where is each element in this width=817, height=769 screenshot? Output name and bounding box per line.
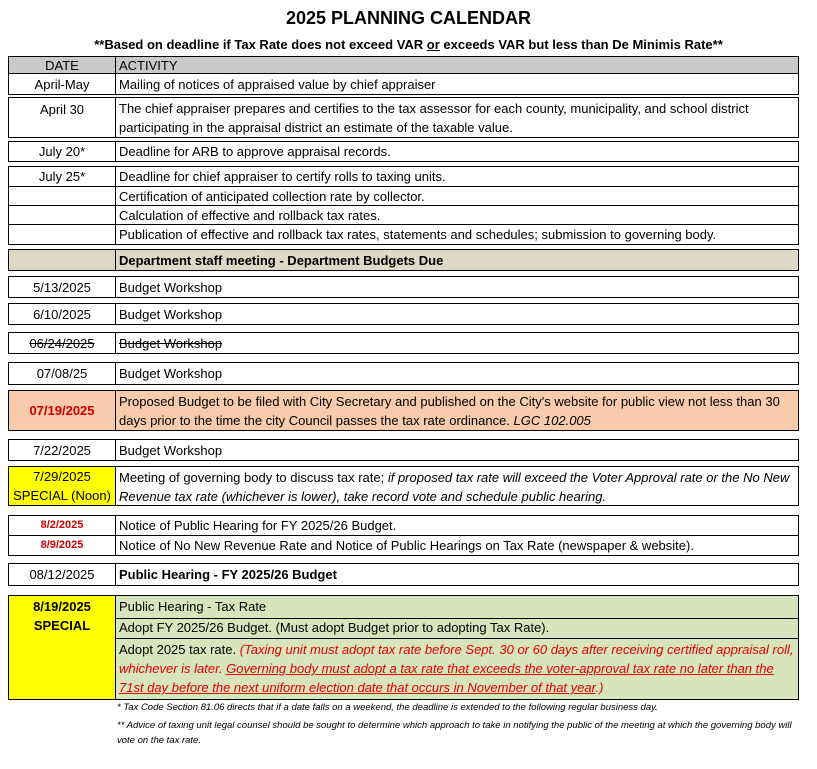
row-date	[9, 467, 116, 505]
row-activity: Deadline for ARB to approve appraisal records.	[119, 144, 391, 159]
special-italic: if proposed tax rate will exceed the Voter Approval rate or the No New Revenue tax rate (whichever is lower), take record vote and schedule public hearing.	[119, 470, 790, 504]
row-date: 07/08/25	[9, 363, 116, 384]
table-row	[8, 166, 799, 186]
table-row	[8, 466, 799, 506]
row-activity: Budget Workshop	[119, 279, 223, 295]
subtitle-part1: **Based on deadline if Tax Rate does not exceed VAR	[94, 37, 427, 52]
proposed-text: Proposed Budget to be filed with City Secretary and published on the City's website for public view not less than 30 days prior to the time the city Council passes the tax rate ordinance.	[119, 394, 780, 428]
header-date: DATE	[9, 57, 116, 73]
row-activity: Budget Workshop	[119, 442, 223, 458]
row-date: July 20*	[9, 142, 116, 161]
table-row	[8, 205, 799, 224]
final-item-3-note: (Taxing unit must adopt tax rate before Sept. 30 or 60 days after receiving certified appraisal roll, whichever is later.	[119, 642, 794, 676]
table-row	[8, 141, 799, 162]
final-item-2: Adopt FY 2025/26 Budget. (Must adopt Budget prior to adopting Tax Rate).	[115, 618, 799, 639]
table-row	[8, 303, 799, 325]
subtitle-part2: exceeds VAR but less than De Minimis Rate**	[439, 37, 723, 52]
row-activity: Certification of anticipated collection rate by collector.	[119, 188, 425, 204]
table-row	[8, 515, 799, 535]
final-item-3-lead: Adopt 2025 tax rate.	[119, 642, 240, 657]
row-date: 8/2/2025	[9, 516, 116, 535]
table-row	[8, 276, 799, 298]
table-row	[8, 563, 799, 586]
final-date-cell	[8, 595, 116, 700]
final-item-3-underlined: Governing body must adopt a tax rate that exceeds the voter-approval tax rate no later than the 71st day before the next uniform election date that occurs in November of that year	[119, 661, 774, 695]
table-row	[8, 186, 799, 205]
row-activity: Publication of effective and rollback tax rates, statements and schedules; submission to governing body.	[119, 227, 717, 242]
final-item-3-end: .)	[595, 680, 604, 695]
row-date: April 30	[9, 98, 116, 137]
final-item-1: Public Hearing - Tax Rate	[115, 595, 799, 619]
row-date: 6/10/2025	[9, 304, 116, 324]
proposed-ref: LGC 102.005	[513, 413, 591, 428]
table-row	[8, 74, 799, 95]
row-activity: Notice of No New Revenue Rate and Notice of Public Hearings on Tax Rate (newspaper & website).	[119, 538, 694, 553]
header-activity: ACTIVITY	[119, 57, 178, 73]
row-activity: Budget Workshop	[119, 306, 223, 322]
table-row	[8, 332, 799, 354]
footnote-1: * Tax Code Section 81.06 directs that if a date falls on a weekend, the deadline is extended to the following regular business day.	[117, 702, 658, 713]
row-date: July 25*	[9, 167, 116, 186]
table-row	[8, 97, 799, 138]
table-row	[8, 535, 799, 556]
row-activity: Notice of Public Hearing for FY 2025/26 Budget.	[119, 518, 397, 533]
special-label: SPECIAL (Noon)	[13, 488, 111, 503]
row-activity: The chief appraiser prepares and certifies to the tax assessor for each county, municipality, and school district participating in the appraisal district an estimate of the taxable value.	[119, 100, 749, 135]
final-special-label: SPECIAL	[33, 618, 91, 633]
row-activity: Budget Workshop	[119, 335, 223, 351]
table-row	[8, 224, 799, 245]
final-date: 8/19/2025	[33, 599, 91, 614]
table-header	[8, 56, 799, 74]
row-activity: Deadline for chief appraiser to certify rolls to taxing units.	[119, 169, 446, 184]
final-item-3	[115, 638, 799, 700]
row-date: 7/22/2025	[9, 440, 116, 460]
page-title: 2025 PLANNING CALENDAR	[285, 8, 532, 28]
row-date: 8/9/2025	[9, 536, 116, 555]
special-text: Meeting of governing body to discuss tax rate;	[119, 470, 388, 485]
row-activity: Budget Workshop	[119, 366, 223, 381]
page-subtitle	[0, 37, 817, 52]
row-date: 06/24/2025	[9, 333, 116, 353]
footnote-2: ** Advice of taxing unit legal counsel should be sought to determine which approach to take in notifying the public of the meeting at which the governing body will vote on the tax rate.	[117, 720, 792, 746]
row-activity: Public Hearing - FY 2025/26 Budget	[119, 567, 337, 582]
row-activity	[116, 391, 798, 430]
table-row	[8, 390, 799, 431]
table-row	[8, 249, 799, 271]
row-date: 08/12/2025	[9, 564, 116, 585]
row-activity: Department staff meeting - Department Budgets Due	[119, 252, 444, 268]
row-date: April-May	[9, 74, 116, 94]
row-activity: Calculation of effective and rollback tax rates.	[119, 207, 381, 223]
subtitle-or: or	[426, 37, 440, 52]
table-row	[8, 439, 799, 461]
row-date: 07/19/2025	[9, 391, 116, 430]
table-row	[8, 362, 799, 385]
special-date: 7/29/2025	[33, 469, 91, 484]
row-date: 5/13/2025	[9, 277, 116, 297]
row-activity	[116, 467, 798, 505]
row-activity: Mailing of notices of appraised value by chief appraiser	[119, 76, 436, 92]
